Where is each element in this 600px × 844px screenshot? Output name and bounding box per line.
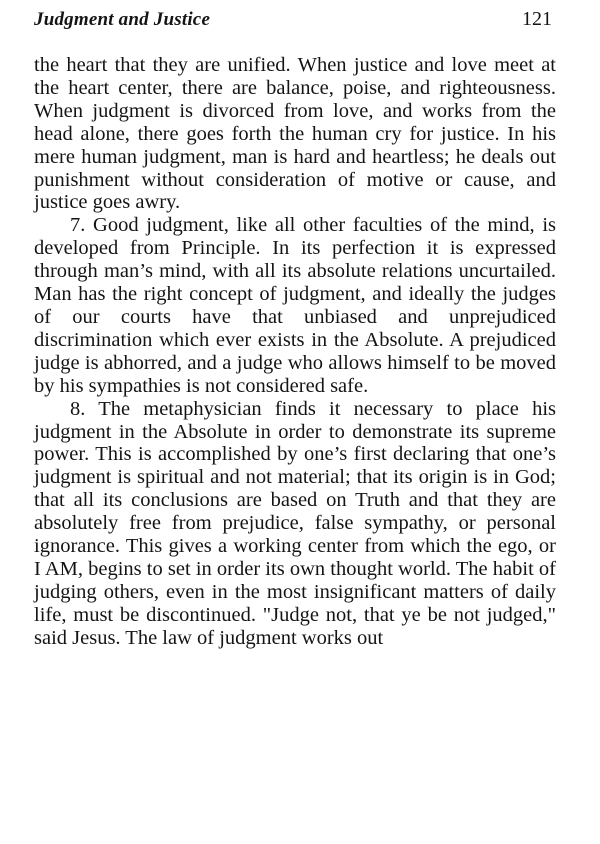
running-head (34, 8, 556, 38)
book-page (34, 8, 556, 650)
page-number: 121 (522, 8, 552, 30)
paragraph-continued: the heart that they are unified. When justice and love meet at the heart center, there are balance, poise, and righteousness. When judgment is divorced from love, and works from the head alone, there goes forth the human cry for justice. In his mere human judgment, man is hard and heartless; he deals out punishment without consideration of motive or cause, and justice goes awry. (34, 54, 556, 214)
paragraph-8: 8. The metaphysician finds it necessary to place his judgment in the Absolute in order to demonstrate its supreme power. This is accomplished by one’s first declaring that one’s judgment is spiritual and not material; that its origin is in God; that all its conclusions are based on Truth and that they are absolutely free from prejudice, false sympathy, or personal ignorance. This gives a working center from which the ego, or I AM, begins to set in order its own thought world. The habit of judging others, even in the most insignificant matters of daily life, must be discontinued. "Judge not, that ye be not judged," said Jesus. The law of judgment works out (34, 397, 556, 649)
running-title: Judgment and Justice (34, 9, 211, 30)
body-text (34, 54, 556, 650)
paragraph-7: 7. Good judgment, like all other faculties of the mind, is developed from Principle. In its perfection it is expressed through man’s mind, with all its absolute relations uncurtailed. Man has the right concept of judgment, and ideally the judges of our courts have that unbiased and unprejudiced discrimination which ever exists in the Absolute. A prejudiced judge is abhorred, and a judge who allows himself to be moved by his sympathies is not considered safe. (34, 214, 556, 397)
